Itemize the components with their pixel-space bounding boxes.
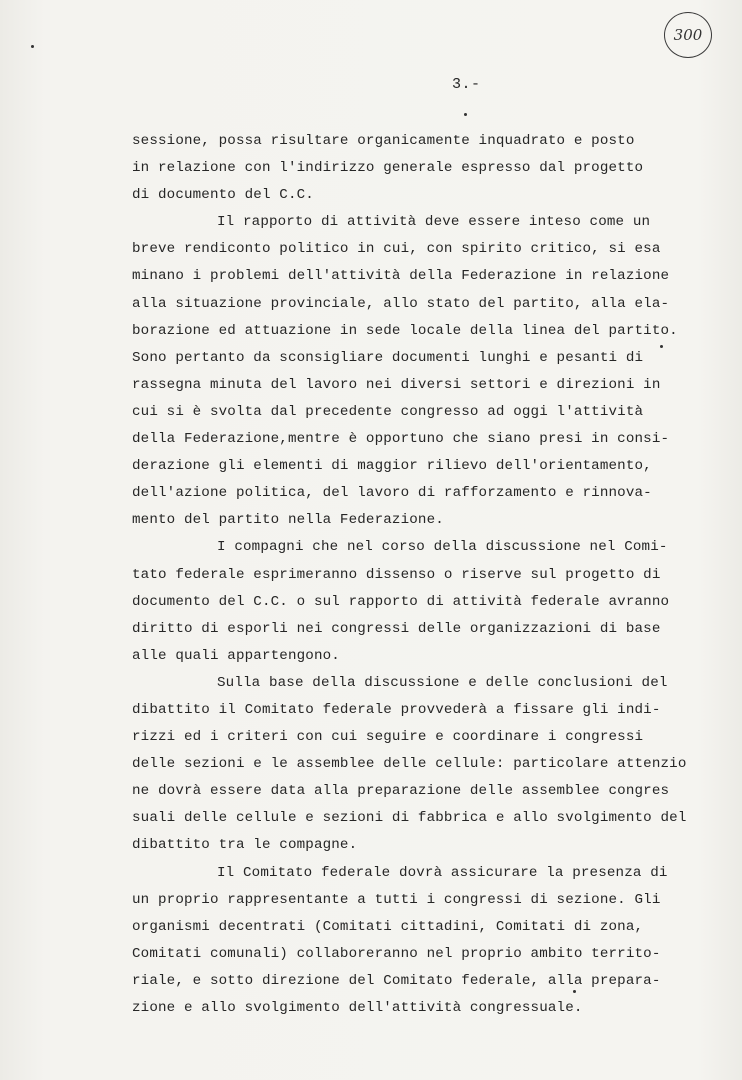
body-text	[132, 128, 692, 1022]
text-line: rassegna minuta del lavoro nei diversi settori e direzioni in	[132, 376, 661, 393]
text-line: zione e allo svolgimento dell'attività congressuale.	[132, 1000, 583, 1016]
margin-dot	[31, 45, 34, 48]
text-line: dibattito il Comitato federale provvederà a fissare gli indi-	[132, 701, 661, 718]
text-line: rizzi ed i criteri con cui seguire e coordinare i congressi	[132, 729, 644, 746]
margin-dot	[464, 113, 467, 116]
text-line: riale, e sotto direzione del Comitato federale, alla prepara-	[132, 972, 661, 989]
text-line: borazione ed attuazione in sede locale della linea del partito.	[132, 322, 678, 339]
text-line: documento del C.C. o sul rapporto di attività federale avranno	[132, 593, 670, 610]
text-line: mento del partito nella Federazione.	[132, 512, 444, 529]
text-line: cui si è svolta dal precedente congresso ad oggi l'attività	[132, 403, 644, 420]
paragraph	[132, 534, 692, 669]
text-line: alla situazione provinciale, allo stato del partito, alla ela-	[132, 295, 670, 312]
text-line: della Federazione,mentre è opportuno che siano presi in consi-	[132, 431, 670, 448]
text-line: dibattito tra le compagne.	[132, 837, 358, 854]
text-line: Il Comitato federale dovrà assicurare la presenza di	[217, 864, 668, 881]
text-line: I compagni che nel corso della discussione nel Comi-	[217, 539, 668, 556]
text-line: Comitati comunali) collaboreranno nel proprio ambito territo-	[132, 945, 661, 962]
page-number: 3.-	[452, 76, 481, 93]
text-line: diritto di esporli nei congressi delle organizzazioni di base	[132, 620, 661, 637]
text-line: un proprio rappresentante a tutti i congressi di sezione. Gli	[132, 891, 661, 908]
text-line: Sulla base della discussione e delle conclusioni del	[217, 674, 668, 691]
paragraph	[132, 860, 692, 1023]
text-line: organismi decentrati (Comitati cittadini, Comitati di zona,	[132, 918, 644, 935]
page-stamp: 300	[664, 12, 712, 58]
paragraph	[132, 128, 692, 209]
text-line: alle quali appartengono.	[132, 647, 340, 664]
text-line: breve rendiconto politico in cui, con spirito critico, si esa	[132, 241, 661, 258]
text-line: delle sezioni e le assemblee delle cellule: particolare attenzio	[132, 756, 687, 773]
text-line: di documento del C.C.	[132, 187, 314, 204]
text-line: tato federale esprimeranno dissenso o riserve sul progetto di	[132, 566, 661, 583]
text-line: suali delle cellule e sezioni di fabbrica e allo svolgimento del	[132, 810, 687, 827]
text-line: Il rapporto di attività deve essere inteso come un	[217, 214, 651, 231]
text-line: ne dovrà essere data alla preparazione delle assemblee congres	[132, 783, 670, 800]
text-line: sessione, possa risultare organicamente inquadrato e posto	[132, 133, 635, 149]
text-line: in relazione con l'indirizzo generale espresso dal progetto	[132, 160, 644, 177]
text-line: dell'azione politica, del lavoro di rafforzamento e rinnova-	[132, 485, 652, 502]
text-line: derazione gli elementi di maggior rilievo dell'orientamento,	[132, 458, 652, 475]
paragraph	[132, 209, 692, 534]
text-line: minano i problemi dell'attività della Federazione in relazione	[132, 268, 670, 285]
paragraph	[132, 670, 692, 860]
text-line: Sono pertanto da sconsigliare documenti lunghi e pesanti di	[132, 349, 644, 366]
